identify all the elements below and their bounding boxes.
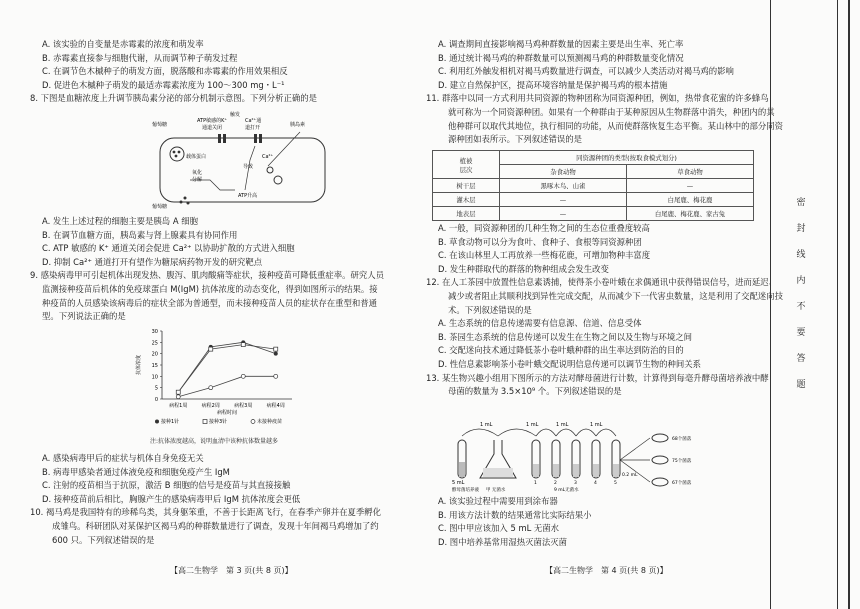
q13-stem-1: 13. 某生物兴趣小组用下图所示的方法对酵母菌进行计数，计算得到每毫升酵母菌培养液中酵 [426, 372, 769, 383]
seal-line-strip [770, 0, 838, 609]
legend-label: 接种3针 [209, 419, 228, 425]
q9-options [30, 452, 400, 547]
q8-options [30, 215, 400, 324]
series-line [178, 376, 276, 396]
data-point [209, 386, 213, 390]
x-tick-label: 病程1周 [169, 403, 188, 409]
q12-option-a: A. 生态系统的信息传递需要有信息源、信道、信息受体 [438, 318, 642, 329]
tube-number-3: 3 [574, 481, 577, 486]
ca-channel-label: Ca²⁺通 [245, 118, 262, 124]
q9-option-a: A. 感染病毒甲后的症状与机体自身免疫无关 [42, 453, 204, 463]
y-tick-label: 5 [154, 385, 158, 392]
y-tick-label: 10 [151, 374, 158, 381]
q11-option-a: A. 一般，同资源种团的几种生物之间的生态位重叠度较高 [438, 223, 650, 233]
x-tick-label: 病程3周 [234, 403, 253, 409]
legend-marker [251, 420, 255, 424]
q9-stem-4: 型。下列说法正确的是 [42, 311, 126, 322]
transfer-label-4: 1 mL [590, 422, 603, 428]
flask-caption: 甲 无菌水 [486, 488, 506, 493]
q11-option-b: B. 草食动物可以分为食叶、食种子、食根等同资源种团 [438, 236, 642, 247]
volume-label: 5 mL [452, 480, 465, 486]
q8-option-c: C. ATP 敏感的 K⁺ 通道关闭会促进 Ca²⁺ 以协助扩散的方式进入细胞 [42, 243, 295, 254]
q9-option-b: B. 病毒甲感染者通过体液免疫和细胞免疫产生 IgM [42, 466, 230, 477]
igm-antibody-chart [130, 325, 320, 435]
left-column [30, 38, 400, 106]
q13-stem-2: 母菌的数量为 3.5×10⁹ 个。下列叙述错误的是 [448, 386, 622, 397]
q13-options [426, 495, 756, 549]
q8-stem: 8. 下图是血糖浓度上升调节胰岛素分泌的部分机制示意图。下列分析正确的是 [30, 93, 318, 104]
oxidation-label-2: 分解 [192, 177, 203, 183]
q10-stem-2: 成雏鸟。科研团队对某保护区褐马鸡的种群数量进行了调查，发现十年间褐马鸡增加了约 [52, 520, 379, 531]
y-tick-label: 20 [151, 351, 158, 358]
q8-option-d: D. 抑制 Ca²⁺ 通道打开有望作为糖尿病药物开发的研究靶点 [42, 256, 263, 267]
table-header-group: 同资源种团的类型(按取食模式划分) [500, 151, 754, 165]
ca-channel-label-2: 道打开 [245, 125, 261, 131]
q13-option-d: D. 图中培养基常用湿热灭菌法灭菌 [438, 536, 568, 547]
transfer-label-3: 1 mL [556, 422, 569, 428]
y-axis-label: 抗体浓度 [136, 354, 142, 376]
q9-option-d: D. 接种疫苗前后相比，胸腺产生的感染病毒甲后 IgM 抗体浓度会更低 [42, 493, 301, 504]
carrier-label: 载体蛋白 [186, 154, 207, 160]
tube-number-4: 4 [594, 481, 597, 486]
colony-count-2: 75个菌落 [672, 459, 692, 464]
tube-number-5: 5 [614, 481, 617, 486]
serial-dilution-diagram [450, 418, 715, 493]
q12-option-d: D. 性信息素影响茶小卷叶蛾交配说明信息传递可以调节生物的种间关系 [438, 358, 702, 369]
q13-option-c: C. 图中甲应该加入 5 mL 无菌水 [438, 523, 560, 534]
legend-label: 接种1针 [161, 419, 180, 425]
y-tick-label: 25 [151, 340, 158, 347]
table-header-herbivore: 草食动物 [627, 165, 754, 179]
q9-stem-2: 监测接种疫苗后机体的免疫球蛋白 M(IgM) 抗体浓度的动态变化，得到如图所示的结果。接 [42, 283, 378, 294]
q7-option-a: A. 该实验的自变量是赤霉素的浓度和萌发率 [42, 39, 204, 49]
y-tick-label: 15 [151, 363, 158, 369]
q8-option-a: A. 发生上述过程的细胞主要是胰岛 A 细胞 [42, 216, 198, 226]
table-row: 树干层 黑啄木鸟、山雀 — [433, 179, 754, 193]
data-point [274, 352, 278, 356]
q11-option-d: D. 发生种群取代的群落的物种组成会发生改变 [438, 263, 609, 274]
atp-rise-label: ATP升高 [238, 193, 258, 199]
glucose-label-bottom: 葡萄糖 [152, 204, 168, 210]
q11-stem-1: 11. 群落中以同一方式利用共同资源的物种团称为同资源种团，例如，热带食花蜜的许多蜂鸟 [426, 93, 769, 104]
colony-count-1: 68个菌落 [672, 437, 692, 442]
colony-count-3: 67个菌落 [672, 481, 692, 486]
q11-stem-4: 源种团如表所示。下列叙述错误的是 [448, 134, 582, 145]
trigger-label: 触发 [230, 112, 241, 118]
tube-number-2: 2 [554, 481, 557, 486]
q12-stem-2: 减少或者阻止其顺利找到异性完成交配，从而减少下一代害虫数量，这是利用了交配迷向技 [448, 290, 783, 301]
q12-stem-3: 术。下列叙述错误的是 [448, 304, 532, 315]
data-point [274, 347, 278, 351]
insulin-label: 胰岛素 [290, 122, 306, 128]
resource-guild-table [432, 150, 754, 221]
x-tick-label: 病程4周 [266, 403, 285, 409]
transfer-label-1: 1 mL [480, 422, 493, 428]
chart-note: 注:抗体浓度越高，说明血清中该种抗体数量越多 [150, 438, 279, 445]
q7-option-c: C. 在调节色木槭种子的萌发方面，脱落酸和赤霉素的作用效果相反 [42, 66, 288, 77]
q11-options [426, 222, 783, 399]
right-column [426, 38, 783, 147]
q9-stem-3: 种疫苗的人员感染该病毒后的症状全部为普通型，而未接种疫苗人员的症状存在重型和普通 [42, 297, 377, 308]
x-tick-label: 病程2周 [201, 403, 220, 409]
atp-channel-label: ATP敏感的K⁺ [197, 118, 228, 124]
q10-option-c: C. 利用红外触发相机对褐马鸡数量进行调查，可以减少人类活动对褐马鸡的影响 [438, 66, 734, 77]
table-row: 灌木层 — 白尾鹿、梅花鹿 [433, 193, 754, 207]
q11-stem-2: 就可称为一个同资源种团。如果有一个种群由于某种原因从生物群落中消失，种团内的其 [448, 106, 775, 117]
page-edge-line [848, 0, 850, 609]
y-tick-label: 30 [151, 329, 158, 335]
q13-option-a: A. 该实验过程中需要用到涂布器 [438, 496, 558, 506]
table-header-omnivore: 杂食动物 [500, 165, 627, 179]
q10-option-d: D. 建立自然保护区，提高环境容纳量是保护褐马鸡的根本措施 [438, 79, 668, 90]
data-point [176, 395, 180, 399]
insulin-secretion-diagram [150, 110, 345, 210]
data-point [176, 390, 180, 394]
transfer-label-2: 1 mL [526, 422, 539, 428]
q10-stem-3: 600 只。下列叙述错误的是 [52, 534, 155, 545]
ca-ion-label: Ca²⁺ [262, 154, 274, 160]
q7-option-d: D. 促进色木槭种子萌发的最适赤霉素浓度为 100～300 mg・L⁻¹ [42, 79, 285, 90]
right-page-footer: 【高二生物学 第 4 页(共 8 页)】 [545, 566, 668, 575]
glucose-label: 葡萄糖 [152, 122, 168, 128]
q11-option-c: C. 在该山林里人工再放养一些梅花鹿，可增加物种丰富度 [438, 250, 651, 261]
drop-volume-label: 0.2 mL [622, 473, 638, 478]
q11-stem-3: 他种群可以取代其地位，执行相同的功能，从而使群落恢复生态平衡。某山林中的部分同资 [448, 120, 783, 131]
q12-stem-1: 12. 在人工茶园中放置性信息素诱捕，使得茶小卷叶蛾在求偶通讯中获得错误信号，进而延迟、 [426, 277, 777, 288]
culture-caption: 酵母菌培养液 [452, 488, 479, 493]
q7-option-b: B. 赤霉素直接参与细胞代谢，从而调节种子萌发过程 [42, 52, 238, 63]
sterile-water-label: 9 mL无菌水 [554, 488, 579, 493]
atp-channel-label-2: 通道关闭 [202, 125, 223, 131]
series-line [178, 342, 276, 392]
oxidation-label: 氧化 [192, 170, 203, 176]
table-row: 地表层 — 白尾鹿、梅花鹿、家古兔 [433, 207, 754, 221]
legend-label: 未接种疫苗 [257, 419, 283, 425]
q10-option-b: B. 通过统计褐马鸡的种群数量可以预测褐马鸡的种群数量变化情况 [438, 52, 684, 63]
q8-option-b: B. 在调节血糖方面，胰岛素与肾上腺素具有协同作用 [42, 229, 238, 240]
conduct-label: 导致 [243, 164, 254, 170]
q9-option-c: C. 注射的疫苗相当于抗原，激活 B 细胞的信号是疫苗与其直接接触 [42, 480, 291, 491]
data-point [241, 343, 245, 347]
legend-marker [203, 420, 207, 424]
q13-option-b: B. 用该方法计数的结果通常比实际结果小 [438, 509, 592, 520]
seal-line-text: 密 封 线 内 不 要 答 题 [796, 198, 806, 390]
tube-number-1: 1 [534, 481, 537, 486]
q12-option-b: B. 茶园生态系统的信息传递可以发生在生物之间以及生物与环境之间 [438, 331, 692, 342]
table-header-layer: 植被 层次 [433, 151, 500, 179]
q10-stem-1: 10. 褐马鸡是我国特有的珍稀鸟类，其身躯笨重，不善于长距离飞行，在春季产卵并在夏季孵化 [30, 507, 381, 518]
q10-option-a: A. 调查期间直接影响褐马鸡种群数量的因素主要是出生率、死亡率 [438, 39, 684, 49]
q12-option-c: C. 交配迷向技术通过降低茶小卷叶蛾种群的出生率达到防治的目的 [438, 345, 684, 356]
data-point [241, 374, 245, 378]
legend-marker [155, 420, 159, 424]
left-page-footer: 【高二生物学 第 3 页(共 8 页)】 [170, 566, 293, 575]
data-point [209, 347, 213, 351]
data-point [274, 374, 278, 378]
series-line [178, 345, 276, 393]
y-tick-label: 0 [154, 397, 158, 403]
q9-stem-1: 9. 感染病毒甲可引起机体出现发热、腹泻、肌肉酸痛等症状，接种疫苗可降低重症率。研究人员 [30, 270, 385, 281]
x-axis-label: 病程时间 [216, 410, 238, 416]
